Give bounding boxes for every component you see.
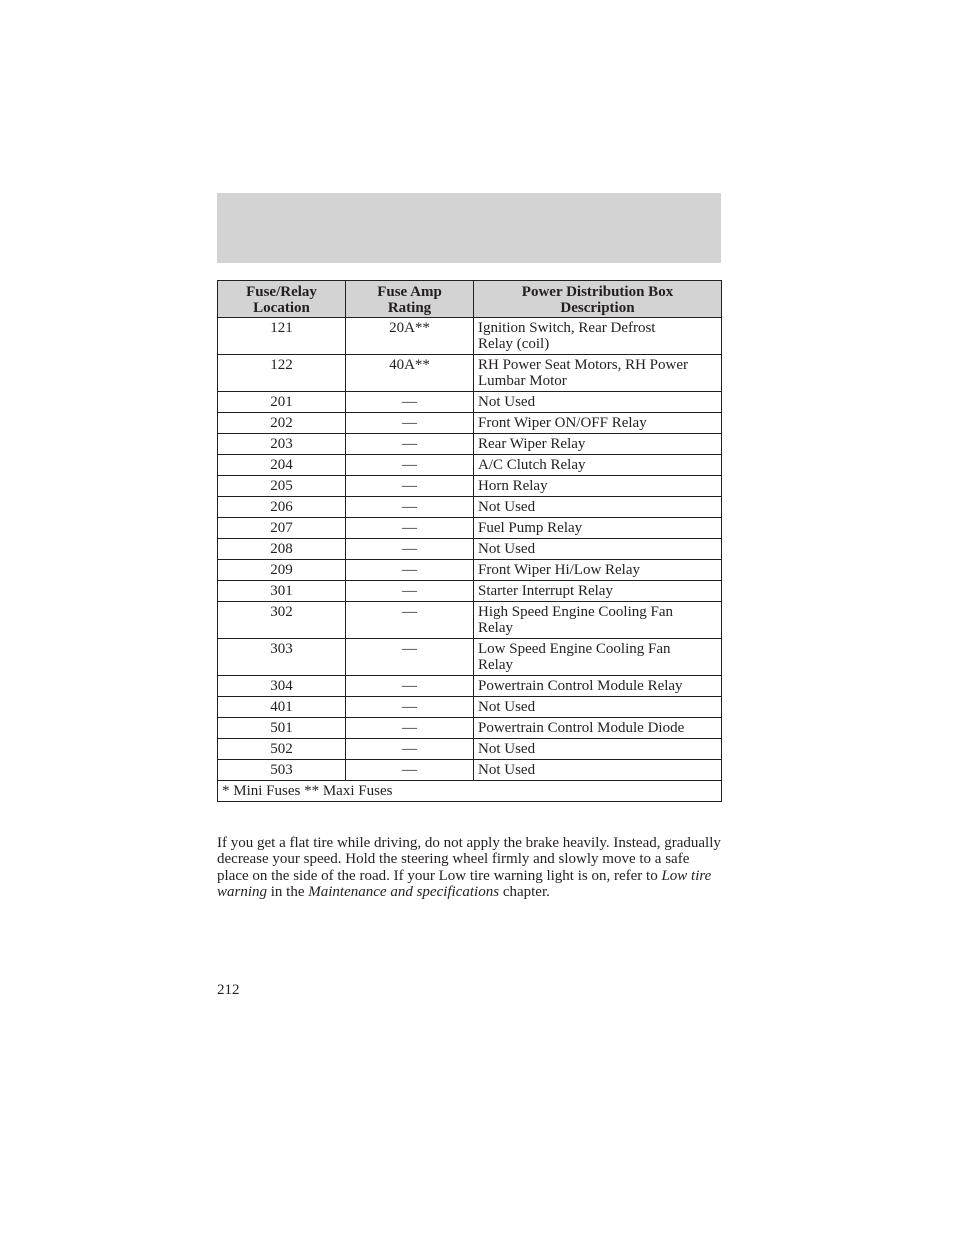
cell-description: Not Used <box>474 392 722 413</box>
cell-description-line: Low Speed Engine Cooling Fan <box>478 641 671 657</box>
cell-location: 503 <box>218 760 346 781</box>
table-row <box>218 318 722 355</box>
table-header-row <box>218 281 722 318</box>
cell-rating: 20A** <box>346 318 474 355</box>
cell-description: Not Used <box>474 739 722 760</box>
cell-rating: — <box>346 760 474 781</box>
cell-rating: — <box>346 560 474 581</box>
cell-rating: — <box>346 639 474 676</box>
header-rating-line1: Fuse Amp <box>377 284 442 300</box>
table-footnote: * Mini Fuses ** Maxi Fuses <box>218 781 722 802</box>
table-row <box>218 413 722 434</box>
cell-description <box>474 602 722 639</box>
table-row <box>218 560 722 581</box>
paragraph-text-2: in the <box>267 884 309 901</box>
cell-description <box>474 318 722 355</box>
cell-description-line: Ignition Switch, Rear Defrost <box>478 320 656 336</box>
header-description-line2: Description <box>560 300 635 316</box>
table-row <box>218 639 722 676</box>
table-row <box>218 434 722 455</box>
cell-description: Not Used <box>474 697 722 718</box>
table-row <box>218 455 722 476</box>
cell-location: 203 <box>218 434 346 455</box>
cell-description: Fuel Pump Relay <box>474 518 722 539</box>
cell-rating: — <box>346 676 474 697</box>
cell-description <box>474 639 722 676</box>
cell-location: 202 <box>218 413 346 434</box>
cell-description-line: Relay (coil) <box>478 336 550 352</box>
cell-location: 122 <box>218 355 346 392</box>
cell-rating: — <box>346 602 474 639</box>
cell-description-line: High Speed Engine Cooling Fan <box>478 604 673 620</box>
header-location-line1: Fuse/Relay <box>246 284 317 300</box>
table-row <box>218 581 722 602</box>
cell-description-line: Relay <box>478 657 513 673</box>
header-rating-line2: Rating <box>387 300 432 316</box>
table-footnote-row <box>218 781 722 802</box>
cell-rating: — <box>346 434 474 455</box>
cell-description: Not Used <box>474 539 722 560</box>
cell-description: A/C Clutch Relay <box>474 455 722 476</box>
cell-location: 501 <box>218 718 346 739</box>
cell-description: Horn Relay <box>474 476 722 497</box>
table-row <box>218 518 722 539</box>
cell-description-line: Relay <box>478 620 513 636</box>
cell-location: 301 <box>218 581 346 602</box>
cell-location: 205 <box>218 476 346 497</box>
paragraph-text-3: chapter. <box>499 884 550 901</box>
cell-rating: 40A** <box>346 355 474 392</box>
cell-rating: — <box>346 518 474 539</box>
cell-description: Starter Interrupt Relay <box>474 581 722 602</box>
cell-rating: — <box>346 539 474 560</box>
cell-description-line: Lumbar Motor <box>478 373 567 389</box>
table-row <box>218 602 722 639</box>
cell-location: 206 <box>218 497 346 518</box>
table-row <box>218 392 722 413</box>
flat-tire-paragraph <box>217 835 721 901</box>
cell-location: 209 <box>218 560 346 581</box>
table-row <box>218 697 722 718</box>
cell-rating: — <box>346 739 474 760</box>
cell-location: 204 <box>218 455 346 476</box>
header-description-line1: Power Distribution Box <box>521 284 674 300</box>
header-rating <box>346 281 474 318</box>
table-row <box>218 739 722 760</box>
header-band <box>217 193 721 263</box>
header-location <box>218 281 346 318</box>
cell-rating: — <box>346 697 474 718</box>
cell-location: 502 <box>218 739 346 760</box>
cell-location: 304 <box>218 676 346 697</box>
cell-location: 401 <box>218 697 346 718</box>
cell-description: Rear Wiper Relay <box>474 434 722 455</box>
header-location-line2: Location <box>253 300 310 316</box>
table-row <box>218 718 722 739</box>
cell-description: Front Wiper ON/OFF Relay <box>474 413 722 434</box>
header-description <box>474 281 722 318</box>
table-row <box>218 539 722 560</box>
cell-rating: — <box>346 392 474 413</box>
cell-rating: — <box>346 455 474 476</box>
cell-description: Powertrain Control Module Relay <box>474 676 722 697</box>
cell-rating: — <box>346 413 474 434</box>
cell-location: 121 <box>218 318 346 355</box>
cell-location: 302 <box>218 602 346 639</box>
cell-location: 201 <box>218 392 346 413</box>
cell-rating: — <box>346 581 474 602</box>
cell-description: Front Wiper Hi/Low Relay <box>474 560 722 581</box>
table-row <box>218 497 722 518</box>
paragraph-text-1: If you get a flat tire while driving, do not apply the brake heavily. Instead, gradually decrease your speed. Hold the steering wheel firmly and slowly move to a safe place on the side of the road. If your Low tire warning light is on, refer to <box>217 835 721 884</box>
table-row <box>218 476 722 497</box>
cell-description: Powertrain Control Module Diode <box>474 718 722 739</box>
cell-location: 207 <box>218 518 346 539</box>
table-row <box>218 355 722 392</box>
cell-description: Not Used <box>474 497 722 518</box>
cell-description: Not Used <box>474 760 722 781</box>
cell-rating: — <box>346 497 474 518</box>
page-number: 212 <box>217 982 240 998</box>
cell-location: 208 <box>218 539 346 560</box>
low-tire-warning-reference: Low tire warning <box>217 867 712 901</box>
cell-rating: — <box>346 718 474 739</box>
cell-location: 303 <box>218 639 346 676</box>
table-row <box>218 760 722 781</box>
maintenance-chapter-reference: Maintenance and specifications <box>308 884 500 901</box>
fuse-relay-table <box>217 280 722 802</box>
table-row <box>218 676 722 697</box>
cell-description-line: RH Power Seat Motors, RH Power <box>478 357 688 373</box>
cell-description <box>474 355 722 392</box>
cell-rating: — <box>346 476 474 497</box>
